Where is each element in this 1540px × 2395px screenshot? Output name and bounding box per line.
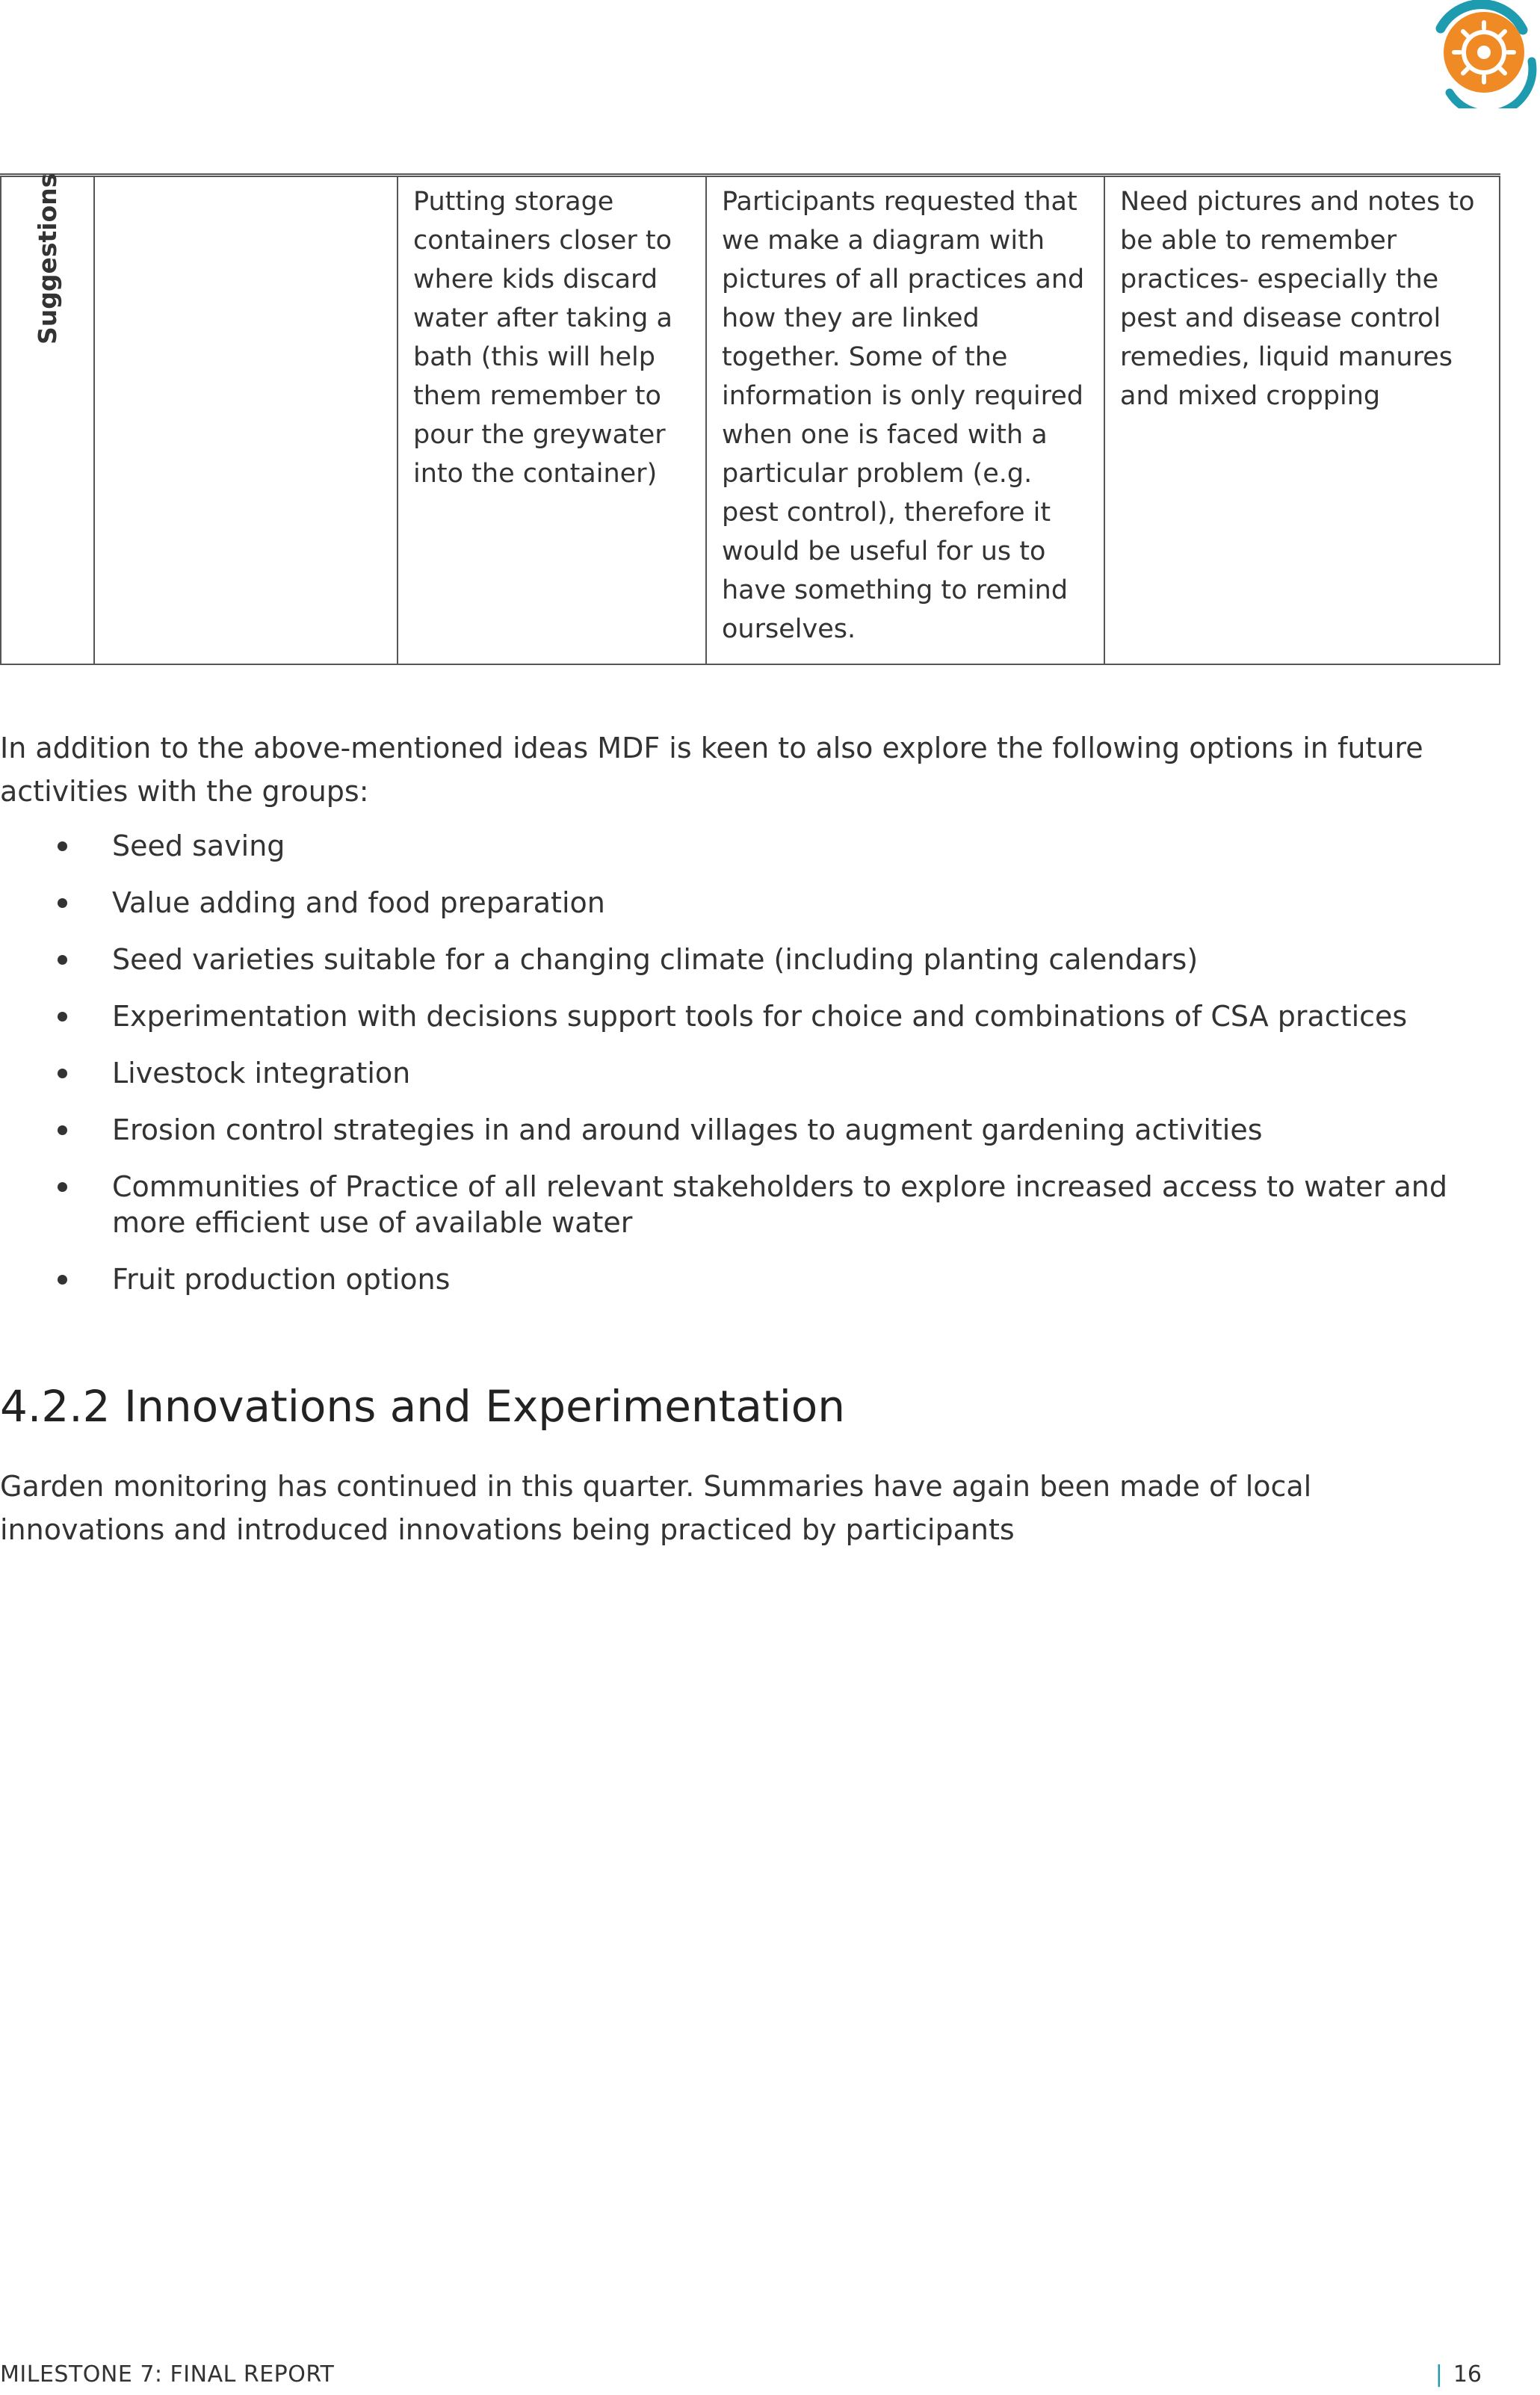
bullet-icon xyxy=(58,1275,67,1285)
list-item-text: Seed saving xyxy=(112,829,285,862)
intro-paragraph: In addition to the above-mentioned ideas MDF is keen to also explore the following options in future activities with the groups: xyxy=(0,732,1423,808)
list-item-text: Value adding and food preparation xyxy=(112,886,605,919)
cell-text: Participants requested that we make a diagram with pictures of all practices and how they are linked together. Some of the information is only required when one is faced with a particular problem (e.g. pest control), therefore it would be useful for us to have something to remind ourselves. xyxy=(722,187,1085,644)
list-item-text: Livestock integration xyxy=(112,1057,411,1090)
list-item-text: Communities of Practice of all relevant stakeholders to explore increased access to water and more efficient use of available water xyxy=(112,1170,1448,1239)
options-list xyxy=(0,828,1465,1318)
bullet-icon xyxy=(58,841,67,851)
row-label: Suggestions xyxy=(32,173,62,344)
list-item-text: Erosion control strategies in and around villages to augment gardening activities xyxy=(112,1113,1263,1146)
list-item xyxy=(0,1055,1465,1091)
cell-text xyxy=(95,177,397,182)
table-cell xyxy=(94,176,398,665)
page-number: 16 xyxy=(1453,2361,1482,2388)
footer-page-number xyxy=(1435,2361,1482,2388)
bullet-icon xyxy=(58,1012,67,1022)
section-body: Garden monitoring has continued in this quarter. Summaries have again been made of local innovations and introduced innovations being practiced by participants xyxy=(0,1470,1312,1546)
table-cell xyxy=(1104,176,1500,665)
table-cell xyxy=(398,176,706,665)
cell-text: Putting storage containers closer to where kids discard water after taking a bath (this will help them remember to pour the greywater into the container) xyxy=(413,187,672,489)
list-item-text: Fruit production options xyxy=(112,1263,451,1296)
list-item xyxy=(0,998,1465,1034)
list-item xyxy=(0,885,1465,921)
list-item xyxy=(0,942,1465,977)
suggestions-table xyxy=(0,173,1500,665)
bullet-icon xyxy=(58,898,67,908)
list-item-text: Experimentation with decisions support tools for choice and combinations of CSA practices xyxy=(112,1000,1408,1033)
table-cell xyxy=(706,176,1104,665)
footer-title: MILESTONE 7: FINAL REPORT xyxy=(0,2361,335,2388)
section-heading: 4.2.2 Innovations and Experimentation xyxy=(0,1381,846,1432)
bullet-icon xyxy=(58,1125,67,1135)
list-item xyxy=(0,1261,1465,1297)
sun-logo-icon xyxy=(1420,0,1540,108)
bullet-icon xyxy=(58,1069,67,1078)
footer-separator: | xyxy=(1435,2361,1443,2388)
list-item xyxy=(0,1169,1465,1240)
bullet-icon xyxy=(58,955,67,965)
bullet-icon xyxy=(58,1182,67,1192)
list-item xyxy=(0,1112,1465,1148)
list-item-text: Seed varieties suitable for a changing climate (including planting calendars) xyxy=(112,943,1199,976)
table-row xyxy=(1,176,1500,665)
row-header-cell xyxy=(1,173,94,665)
cell-text: Need pictures and notes to be able to remember practices- especially the pest and disease control remedies, liquid manures and mixed cropping xyxy=(1120,187,1475,411)
list-item xyxy=(0,828,1465,864)
